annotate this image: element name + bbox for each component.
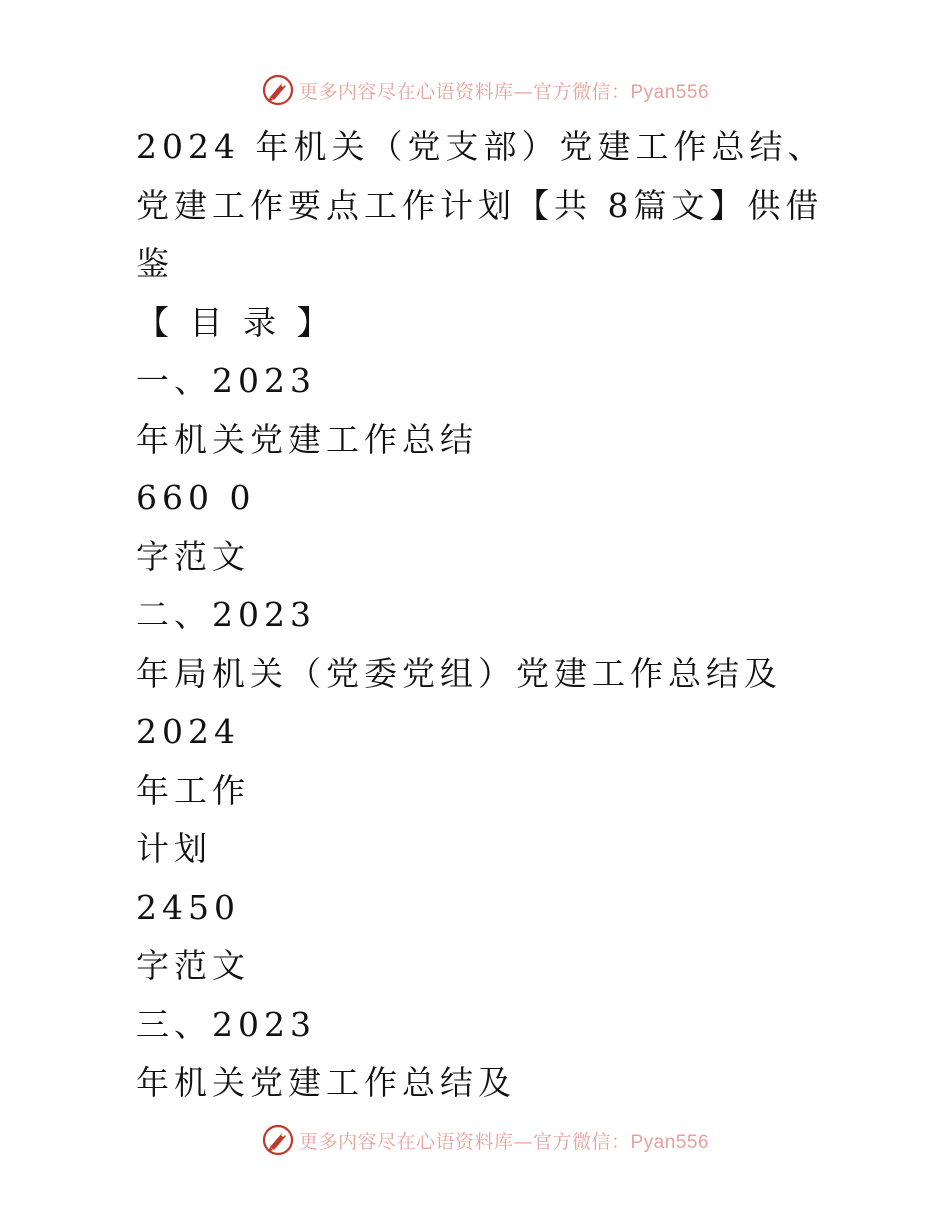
watermark-label: 更多内容尽在心语资料库—官方微信： bbox=[298, 1130, 631, 1153]
document-body bbox=[136, 118, 836, 1113]
toc-line: 计划 bbox=[136, 829, 212, 868]
toc-line: 三、2023 bbox=[136, 1004, 316, 1044]
toc-line: 年机关党建工作总结 bbox=[136, 419, 478, 459]
watermark-group bbox=[261, 1123, 709, 1157]
pen-logo-icon bbox=[261, 73, 295, 107]
toc-line: 年工作 bbox=[136, 770, 250, 810]
footer-watermark bbox=[0, 1120, 950, 1160]
toc-line: 660 0 bbox=[136, 478, 256, 517]
toc-line: 字范文 bbox=[136, 946, 250, 985]
title-line-3: 鉴 bbox=[136, 244, 174, 283]
toc-line: 2450 bbox=[136, 887, 240, 927]
watermark-group bbox=[261, 73, 709, 107]
toc-line: 字范文 bbox=[136, 536, 250, 576]
watermark-label: 更多内容尽在心语资料库—官方微信： bbox=[298, 80, 631, 103]
title-line-2: 党建工作要点工作计划【共 8篇文】供借 bbox=[136, 185, 824, 225]
watermark-wechat-id: Pyan556 bbox=[630, 1131, 710, 1153]
watermark-text bbox=[299, 1127, 709, 1154]
toc-heading: 【 目 录 】 bbox=[136, 302, 335, 342]
toc-line: 一、2023 bbox=[136, 361, 316, 400]
title-line-1: 2024 年机关（党支部）党建工作总结、 bbox=[136, 127, 826, 166]
toc-line: 年机关党建工作总结及 bbox=[136, 1063, 516, 1102]
toc-line: 年局机关（党委党组）党建工作总结及 bbox=[136, 653, 782, 693]
toc-line: 2024 bbox=[136, 712, 240, 751]
pen-logo-icon bbox=[261, 1123, 295, 1157]
watermark-wechat-id: Pyan556 bbox=[630, 81, 710, 103]
watermark-text bbox=[299, 77, 709, 104]
toc-line: 二、2023 bbox=[136, 595, 316, 634]
header-watermark bbox=[0, 70, 950, 110]
